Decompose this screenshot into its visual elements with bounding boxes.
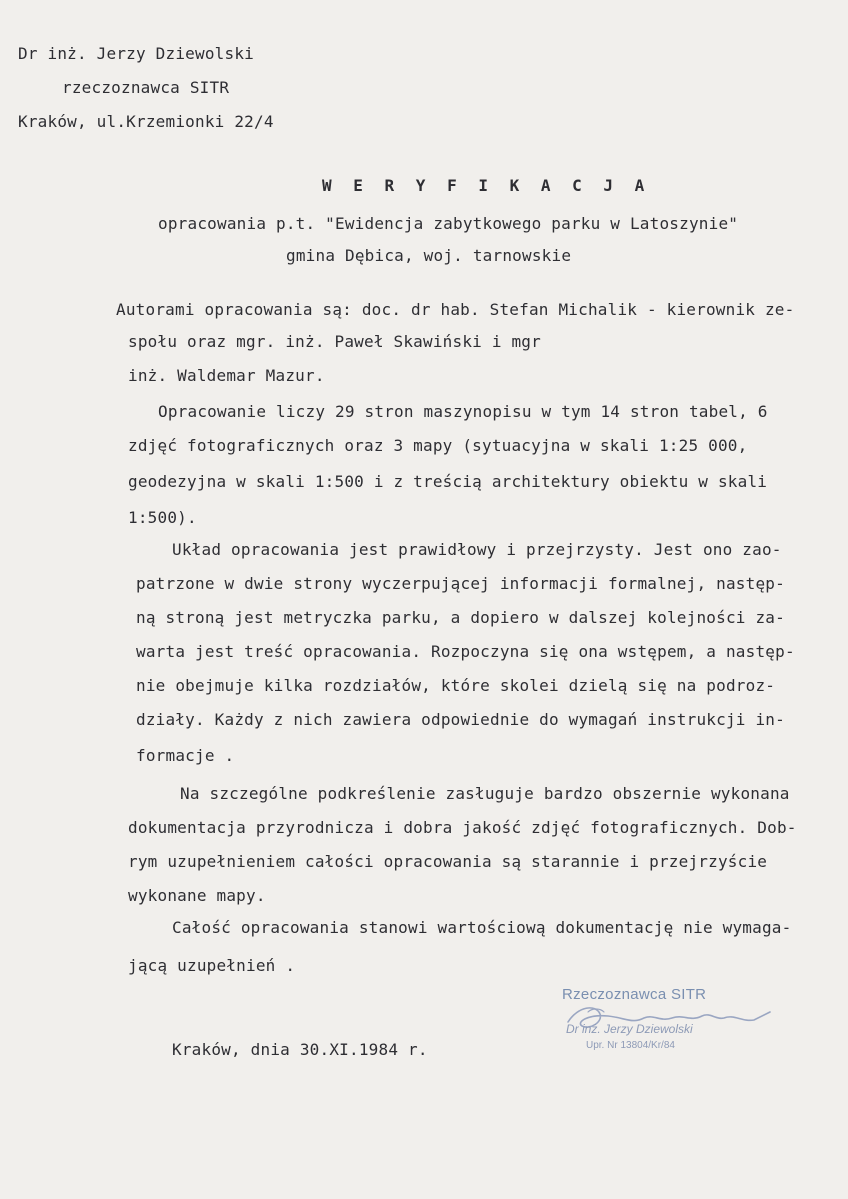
- paragraph-line: Autorami opracowania są: doc. dr hab. Stefan Michalik - kierownik ze-: [116, 300, 795, 319]
- paragraph-line: Opracowanie liczy 29 stron maszynopisu w tym 14 stron tabel, 6: [158, 402, 768, 421]
- paragraph-line: patrzone w dwie strony wyczerpującej informacji formalnej, następ-: [136, 574, 785, 593]
- paragraph-line: rym uzupełnieniem całości opracowania są starannie i przejrzyście: [128, 852, 768, 871]
- document-location: gmina Dębica, woj. tarnowskie: [286, 246, 572, 265]
- document-title: W E R Y F I K A C J A: [322, 176, 651, 195]
- paragraph-line: Całość opracowania stanowi wartościową dokumentację nie wymaga-: [172, 918, 792, 937]
- paragraph-line: społu oraz mgr. inż. Paweł Skawiński i mgr: [128, 332, 541, 351]
- paragraph-line: 1:500).: [128, 508, 197, 527]
- author-role: rzeczoznawca SITR: [62, 78, 230, 97]
- document-subtitle: opracowania p.t. "Ewidencja zabytkowego parku w Latoszynie": [158, 214, 739, 233]
- paragraph-line: formacje .: [136, 746, 235, 765]
- paragraph-line: Na szczególne podkreślenie zasługuje bardzo obszernie wykonana: [180, 784, 790, 803]
- stamp-title: Rzeczoznawca SITR: [562, 986, 707, 1003]
- paragraph-line: ną stroną jest metryczka parku, a dopiero w dalszej kolejności za-: [136, 608, 785, 627]
- paragraph-line: działy. Każdy z nich zawiera odpowiednie do wymagań instrukcji in-: [136, 710, 785, 729]
- stamp-registration: Upr. Nr 13804/Kr/84: [586, 1040, 675, 1051]
- stamp-name: Dr inż. Jerzy Dziewolski: [566, 1022, 693, 1036]
- paragraph-line: geodezyjna w skali 1:500 i z treścią architektury obiektu w skali: [128, 472, 768, 491]
- paragraph-line: wykonane mapy.: [128, 886, 266, 905]
- paragraph-line: nie obejmuje kilka rozdziałów, które skolei dzielą się na podroz-: [136, 676, 776, 695]
- paragraph-line: Układ opracowania jest prawidłowy i przejrzysty. Jest ono zao-: [172, 540, 782, 559]
- paragraph-line: inż. Waldemar Mazur.: [128, 366, 325, 385]
- author-name: Dr inż. Jerzy Dziewolski: [18, 44, 254, 63]
- author-address: Kraków, ul.Krzemionki 22/4: [18, 112, 274, 131]
- paragraph-line: zdjęć fotograficznych oraz 3 mapy (sytuacyjna w skali 1:25 000,: [128, 436, 748, 455]
- paragraph-line: jącą uzupełnień .: [128, 956, 296, 975]
- paragraph-line: warta jest treść opracowania. Rozpoczyna się ona wstępem, a następ-: [136, 642, 795, 661]
- place-date: Kraków, dnia 30.XI.1984 r.: [172, 1040, 428, 1059]
- paragraph-line: dokumentacja przyrodnicza i dobra jakość zdjęć fotograficznych. Dob-: [128, 818, 797, 837]
